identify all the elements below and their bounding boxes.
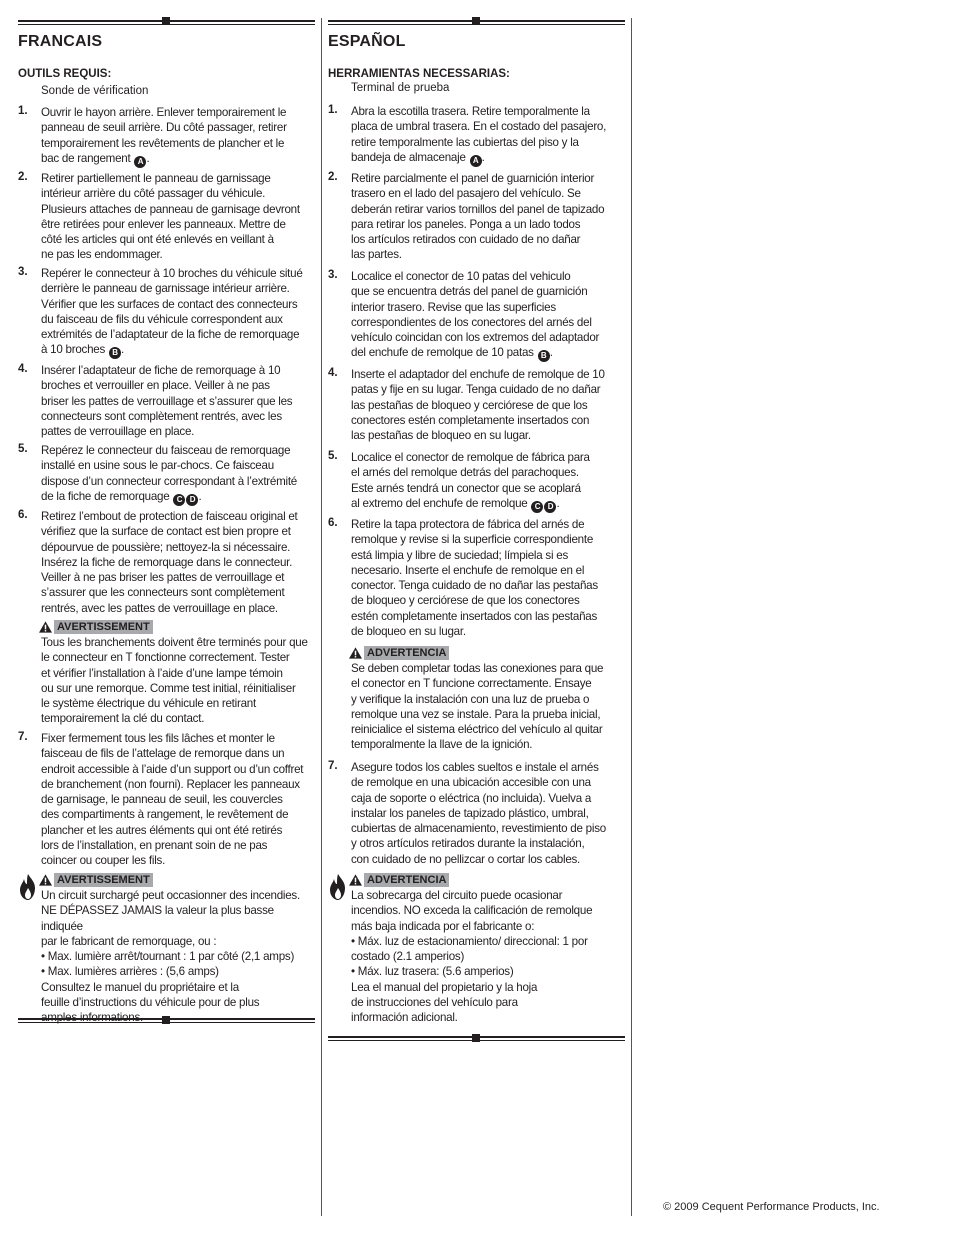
top-rule: [328, 20, 625, 25]
step-number: 5.: [18, 443, 28, 455]
step-text: Retirez l’embout de protection de faisceau original et vérifiez que la surface de contact est bien propre et dépourvue de poussière; nettoyez-la si nécessaire. Insérez la fiche de remorquage dans le connecteur. Veiller à ne pas briser les pattes de verrouillage et s’assurer que les connecteurs sont complètement rentrés, avec les pattes de verrouillage en place.: [41, 510, 298, 615]
figure-ref-d-icon: D: [186, 494, 198, 506]
figure-ref-icon: [527, 497, 556, 510]
tools-item: Sonde de vérification: [41, 85, 149, 97]
step-text: Repérez le connecteur du faisceau de remorquage installé en usine sous le par-chocs. Ce faisceau dispose d’un connecteur correspondant à l’extrémité de la fiche de remorquage: [41, 444, 297, 503]
warning-icon: [349, 874, 362, 886]
figure-ref-icon: [169, 490, 198, 503]
warning-label: AVERTISSEMENT: [54, 873, 153, 887]
warning-label: ADVERTENCIA: [364, 873, 449, 887]
warning-icon: [39, 874, 52, 886]
warning-text: Se deben completar todas las conexiones para que el conector en T funcione correctamente. Ensaye y verifique la instalación con una luz de prueba o remolque una vez se instale. Para la prueba inicial, reinicialice el sistema eléctrico del vehículo al quitar temporalmente la llave de la ignición.: [351, 662, 604, 752]
warning-label: ADVERTENCIA: [364, 646, 449, 660]
step-text: Inserte el adaptador del enchufe de remolque de 10 patas y fije en su lugar. Tenga cuidado de no dañar las pestañas de bloqueo y cerciórese de que los conectores estén completamente insertados con las pestañas de bloqueo en su lugar.: [351, 368, 605, 443]
figure-ref-b-icon: B: [109, 347, 121, 359]
figure-ref-icon: [105, 343, 121, 356]
figure-ref-b-icon: B: [538, 350, 550, 362]
step-text: Ouvrir le hayon arrière. Enlever temporairement le panneau de seuil arrière. Du côté passager, retirer temporairement les revêtements de plancher et le bac de rangement: [41, 106, 287, 165]
tools-heading: OUTILS REQUIS:: [18, 68, 112, 80]
figure-ref-c-icon: C: [173, 494, 185, 506]
column-divider-left: [321, 18, 322, 1216]
step-text: Asegure todos los cables sueltos e instale el arnés de remolque en una ubicación accesible con una caja de soporte o eléctrica (no incluida). Vuelva a instalar los paneles de tapizado plástico, umbral, cubiertas de almacenamiento, revestimiento de piso y otros artículos retirados durante la instalación, con cuidado de no pellizcar o cortar los cables.: [351, 761, 606, 866]
figure-ref-icon: [130, 152, 146, 165]
step-text: Abra la escotilla trasera. Retire temporalmente la placa de umbral trasera. En el costado del pasajero, retire temporalmente las cubiertas del piso y la bandeja de almacenaje: [351, 105, 607, 164]
step-number: 2.: [18, 171, 28, 183]
fire-icon: [328, 873, 348, 901]
bottom-rule: [328, 1036, 625, 1041]
step-number: 5.: [328, 450, 338, 462]
step-text: Localice el conector de 10 patas del vehiculo que se encuentra detrás del panel de guarnición interior trasero. Revise que las superficies correspondientes de los conectores del arnés del vehículo coincidan con los extremos del adaptador del enchufe de remolque de 10 patas: [351, 270, 600, 360]
figure-ref-icon: [466, 151, 482, 164]
figure-ref-icon: [534, 346, 550, 359]
step-text: Repérer le connecteur à 10 broches du véhicule situé derrière le panneau de garnissage intérieur arrière. Vérifier que les surfaces de contact des connecteurs du faisceau de fils du véhicule correspondent aux extrémités de l’adaptateur de la fiche de remorquage à 10 broches: [41, 267, 303, 357]
step-number: 7.: [328, 760, 338, 772]
figure-ref-d-icon: D: [544, 501, 556, 513]
warning-icon: [349, 647, 362, 659]
step-number: 6.: [328, 517, 338, 529]
warning-text: Tous les branchements doivent être terminés pour que le connecteur en T fonctionne correctement. Tester et vérifier l’installation à l’aide d’une lampe témoin ou sur une remorque. Comme test initial, réinitialiser le système électrique du véhicule en retirant temporairement la clé du contact.: [41, 636, 308, 726]
column-divider-right: [631, 18, 632, 1216]
warning-text: La sobrecarga del circuito puede ocasionar incendios. NO exceda la calificación de remolque más baja indicada por el fabricante o: • Máx. luz de estacionamiento/ direccional: 1 por costado (2.1 amperios) • Máx. luz trasera: (5.6 amperios) Lea el manual del propietario y la hoja de instrucciones del vehículo para información adicional.: [351, 889, 593, 1025]
step-number: 2.: [328, 171, 338, 183]
step-number: 6.: [18, 509, 28, 521]
bottom-rule: [18, 1018, 315, 1023]
step-number: 3.: [18, 266, 28, 278]
step-number: 7.: [18, 731, 28, 743]
section-title: ESPAÑOL: [328, 33, 406, 50]
figure-ref-c-icon: C: [531, 501, 543, 513]
step-text: Retire la tapa protectora de fábrica del arnés de remolque y revise si la superficie correspondiente está limpia y libre de suciedad; límpiela si es necesario. Inserte el enchufe de remolque en el conector. Tenga cuidado de no dañar las pestañas de bloqueo y cerciórese de que los conectores estén completamente insertados con las pestañas de bloqueo en su lugar.: [351, 518, 598, 639]
step-text: Localice el conector de remolque de fábrica para el arnés del remolque detrás del parachoques. Este arnés tendrá un conector que se acoplará al extremo del enchufe de remolque: [351, 451, 590, 510]
step-text: Retire parcialmente el panel de guarnición interior trasero en el lado del pasajero del vehículo. Se deberán retirar varios tornillos del panel de tapizado para retirar los paneles. Ponga a un lado todos los artículos retirados con cuidado de no dañar las partes.: [351, 172, 605, 262]
tools-item: Terminal de prueba: [351, 82, 450, 94]
warning-label: AVERTISSEMENT: [54, 620, 153, 634]
step-text: Fixer fermement tous les fils lâches et monter le faisceau de fils de l’attelage de remorque dans un endroit accessible à l’aide d’un support ou d’un coffret de branchement (non fourni). Replacer les panneaux de garnisage, le panneau de seuil, les couvercles des compartiments à rangement, le revêtement de plancher et les autres éléments qui ont été retirés lors de l’installation, en prenant soin de ne pas coincer ou couper les fils.: [41, 732, 304, 868]
warning-icon: [39, 621, 52, 633]
tools-heading: HERRAMIENTAS NECESSARIAS:: [328, 68, 510, 80]
warning-text: Un circuit surchargé peut occasionner des incendies. NE DÉPASSEZ JAMAIS la valeur la plus basse indiquée par le fabricant de remorquage, ou : • Max. lumière arrêt/tournant : 1 par côté (2,1 amps) • Max. lumières arrières : (5,6 amps) Consultez le manuel du propriétaire et la feuille d’instructions du véhicule pour de plus amples informations.: [41, 889, 300, 1025]
copyright-notice: © 2009 Cequent Performance Products, Inc.: [663, 1201, 880, 1213]
section-title: FRANCAIS: [18, 33, 103, 50]
fire-icon: [18, 873, 38, 901]
step-text: Insérer l’adaptateur de fiche de remorquage à 10 broches et verrouiller en place. Veiller à ne pas briser les pattes de verrouillage et s’assurer que les connecteurs sont complètement rentrés, avec les pattes de verrouillage en place.: [41, 364, 293, 439]
step-number: 3.: [328, 269, 338, 281]
step-text: Retirer partiellement le panneau de garnissage intérieur arrière du côté passager du véhicule. Plusieurs attaches de panneau de garnisage devront être retirées pour enlever les panneaux. Mettre de côté les articles qui ont été enlevés en veillant à ne pas les endommager.: [41, 172, 300, 262]
step-number: 4.: [18, 363, 28, 375]
figure-ref-a-icon: A: [470, 155, 482, 167]
step-number: 1.: [18, 105, 28, 117]
top-rule: [18, 20, 315, 25]
step-number: 1.: [328, 104, 338, 116]
figure-ref-a-icon: A: [134, 156, 146, 168]
step-number: 4.: [328, 367, 338, 379]
